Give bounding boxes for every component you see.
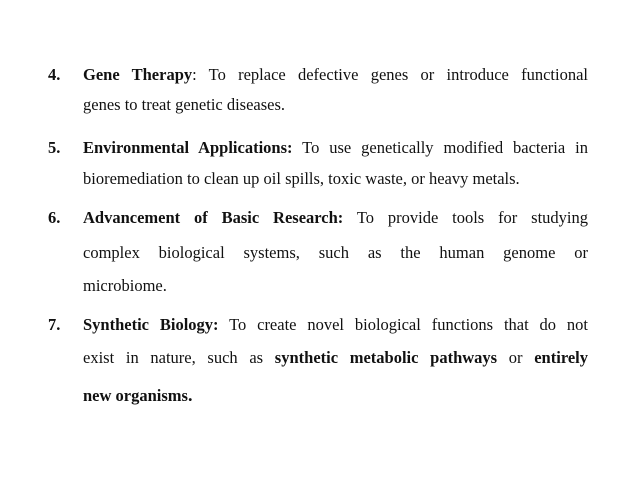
item-line (83, 64, 588, 86)
item-line (83, 384, 588, 406)
item-period: . (187, 385, 193, 405)
item-text: bioremediation to clean up oil spills, toxic waste, or heavy metals. (83, 169, 520, 188)
item-line (83, 94, 588, 116)
item-text: To create novel biological functions that do not (218, 315, 588, 334)
item-text: or (497, 348, 535, 367)
item-text: To use genetically modified bacteria in (292, 138, 588, 157)
item-number: 6. (48, 208, 61, 227)
item-line (83, 207, 588, 229)
item-emphasis: new organisms (83, 386, 188, 405)
item-line (83, 314, 588, 336)
item-text: complex biological systems, such as the human genome or (83, 243, 588, 262)
item-line (83, 242, 588, 264)
item-term: Gene Therapy (83, 65, 193, 84)
item-number: 7. (48, 315, 61, 334)
item-text: genes to treat genetic diseases. (83, 95, 286, 114)
item-emphasis: synthetic metabolic pathways (274, 348, 498, 367)
item-term: Advancement of Basic Research: (83, 208, 344, 227)
item-text: microbiome. (83, 276, 167, 295)
item-line (83, 168, 588, 190)
item-line (83, 137, 588, 159)
item-line (83, 347, 588, 369)
item-emphasis: entirely (534, 348, 588, 367)
item-number: 4. (48, 65, 61, 84)
item-text: To provide tools for studying (343, 208, 588, 227)
item-text: exist in nature, such as (83, 348, 275, 367)
item-term: Environmental Applications: (83, 138, 293, 157)
item-term: Synthetic Biology: (83, 315, 219, 334)
item-text: : To replace defective genes or introduce functional (192, 65, 588, 84)
item-number: 5. (48, 138, 61, 157)
item-line (83, 275, 588, 297)
